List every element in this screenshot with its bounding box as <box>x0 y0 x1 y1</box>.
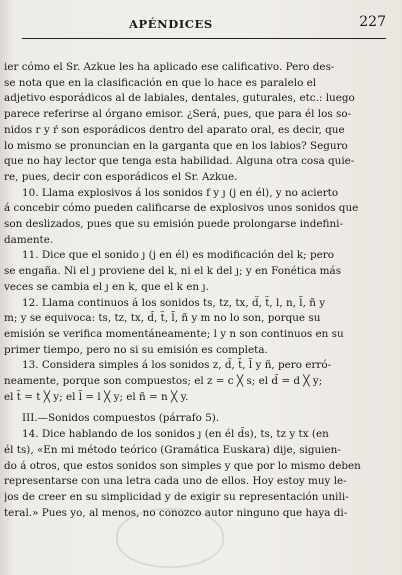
page-header <box>22 14 390 36</box>
text-line: se nota que en la clasificación en que lo hace es paralelo el <box>4 76 317 89</box>
text-line: ier cómo el Sr. Azkue les ha aplicado ese calificativo. Pero des- <box>4 61 335 73</box>
text-line: adjetivo esporádicos al de labiales, dentales, guturales, etc.: luego <box>4 92 355 105</box>
text-line: teral.» Pues yo, al menos, no conozco autor ninguno que haya di- <box>4 506 348 519</box>
text-line: primer tiempo, pero no si su emisión es completa. <box>4 343 268 356</box>
text-line: él ts), «En mi método teórico (Gramática Euskara) dije, siguien- <box>4 443 341 456</box>
text-line: re, pues, decir con esporádicos el Sr. Azkue. <box>4 170 238 183</box>
text-line: neamente, porque son compuestos; el z = c ╳ s; el d̃ = d ╳ y; <box>4 375 323 388</box>
text-line: do á otros, que estos sonidos son simples y que por lo mismo deben <box>4 459 361 472</box>
text-line: que no hay lector que tenga esta habilidad. Alguna otra cosa quie- <box>4 155 355 168</box>
text-line: emisión se verifica momentáneamente; l y n son continuos en su <box>4 327 344 340</box>
text-line: parece referirse al órgano emisor. ¿Será, pues, que para él los so- <box>4 108 352 121</box>
paragraph-14-line: 14. Dice hablando de los sonidos ȷ (en él d̃s), ts, tz y tx (en <box>22 428 329 441</box>
text-line: jos de creer en su simplicidad y de exigir su representación unili- <box>4 490 349 503</box>
paragraph-11-line: 11. Dice que el sonido ȷ (j en él) es modificación del k; pero <box>22 249 334 262</box>
text-line: se engaña. Ni el ȷ proviene del k, ni el k del ȷ; y en Fonética más <box>4 265 342 278</box>
page-body <box>4 60 396 521</box>
section-heading: III.—Sonidos compuestos (párrafo 5). <box>22 412 220 425</box>
text-line: damente. <box>4 233 54 246</box>
text-line: m; y se equivoca: ts, tz, tx, d̃, t̃, l̃, ñ y m no lo son, porque su <box>4 312 321 325</box>
text-line: el t̃ = t ╳ y; el l̃ = l ╳ y; el ñ = n ╳ y. <box>4 390 189 403</box>
page-number: 227 <box>359 14 386 30</box>
paragraph-10-line: 10. Llama explosivos á los sonidos f y ȷ (j en él), y no acierto <box>22 186 339 199</box>
paragraph-13-line: 13. Considera simples á los sonidos z, d̃, t̃, l̃ y ñ, pero erró- <box>22 359 332 372</box>
text-line: veces se cambia el ȷ en k, que el k en ȷ. <box>4 280 209 293</box>
text-line: nidos r y ŕ son esporádicos dentro del aparato oral, es decir, que <box>4 123 345 136</box>
text-line: son deslizados, pues que su emisión puede prolongarse indefini- <box>4 218 343 231</box>
header-rule <box>22 38 386 39</box>
faded-stamp <box>116 508 224 568</box>
text-line: lo mismo se pronuncian en la garganta que en los labios? Seguro <box>4 139 348 152</box>
paragraph-12-line: 12. Llama continuos á los sonidos ts, tz, tx, d̃, t̃, l, n, l̃, ñ y <box>22 296 326 309</box>
text-line: representarse con una letra cada uno de ellos. Hoy estoy muy le- <box>4 475 347 488</box>
running-head: APÉNDICES <box>129 17 213 31</box>
text-line: á concebir cómo pueden calificarse de explosivos unos sonidos que <box>4 202 359 215</box>
